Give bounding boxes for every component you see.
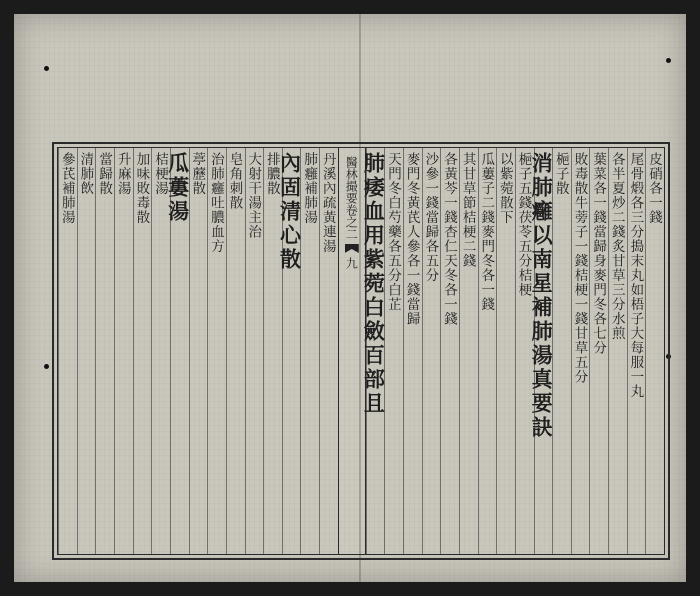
text-column: 麥門冬黃芪人參各一錢當歸 — [403, 148, 422, 554]
text-column: 清肺飲 — [77, 148, 96, 554]
text-column: 沙參一錢當歸各五分 — [422, 148, 441, 554]
text-column: 各黃芩一錢杏仁天冬各一錢 — [440, 148, 459, 554]
fish-tail-mark — [345, 244, 359, 253]
text-column: 參芪補肺湯 — [58, 148, 77, 554]
text-column: 尾骨煅各三分搗末丸如梧子大每服一丸 — [627, 148, 646, 554]
text-column: 桔梗湯 — [151, 148, 170, 554]
text-column: 梔子五錢茯苓五分桔梗 — [515, 148, 534, 554]
text-column: 治肺癰吐膿血方 — [207, 148, 226, 554]
text-column: 肺癰補肺湯 — [300, 148, 319, 554]
text-column: 各半夏炒二錢炙甘草三分水煎 — [608, 148, 627, 554]
pin-hole — [44, 364, 49, 369]
text-column: 天門冬白芍藥各五分白芷 — [384, 148, 403, 554]
heading-column: 肺痿血用紫菀白斂百部且 — [366, 148, 385, 554]
document-sheet — [14, 14, 686, 582]
text-column: 皂角刺散 — [226, 148, 245, 554]
text-column: 葶藶散 — [189, 148, 208, 554]
text-column: 升麻湯 — [114, 148, 133, 554]
heading-column: 消肺癰以南星補肺湯真要訣 — [534, 148, 553, 554]
text-column: 當歸散 — [95, 148, 114, 554]
pin-hole — [666, 58, 671, 63]
text-column: 丹溪內疏黃連湯 — [319, 148, 338, 554]
text-column: 瓜蔞子二錢麥門冬各一錢 — [478, 148, 497, 554]
text-column: 排膿散 — [263, 148, 282, 554]
text-column: 葉菜各一錢當歸身麥門冬各七分 — [589, 148, 608, 554]
text-column: 加味敗毒散 — [133, 148, 152, 554]
text-column: 敗毒散牛蒡子一錢桔梗一錢甘草五分 — [571, 148, 590, 554]
heading-column: 瓜蔞湯 — [170, 148, 189, 554]
text-column: 其甘草節桔梗二錢 — [459, 148, 478, 554]
pin-hole — [44, 66, 49, 71]
page-number: 九 — [344, 257, 359, 269]
column-grid — [57, 147, 665, 555]
heading-column: 內固清心散 — [282, 148, 301, 554]
text-block-frame — [52, 142, 670, 560]
text-column: 以紫菀散下 — [496, 148, 515, 554]
text-column: 皮硝各一錢 — [645, 148, 664, 554]
text-column: 梔子散 — [552, 148, 571, 554]
book-title-header: 醫林撮要卷之二 — [344, 156, 359, 240]
text-column: 大射干湯主治 — [245, 148, 264, 554]
